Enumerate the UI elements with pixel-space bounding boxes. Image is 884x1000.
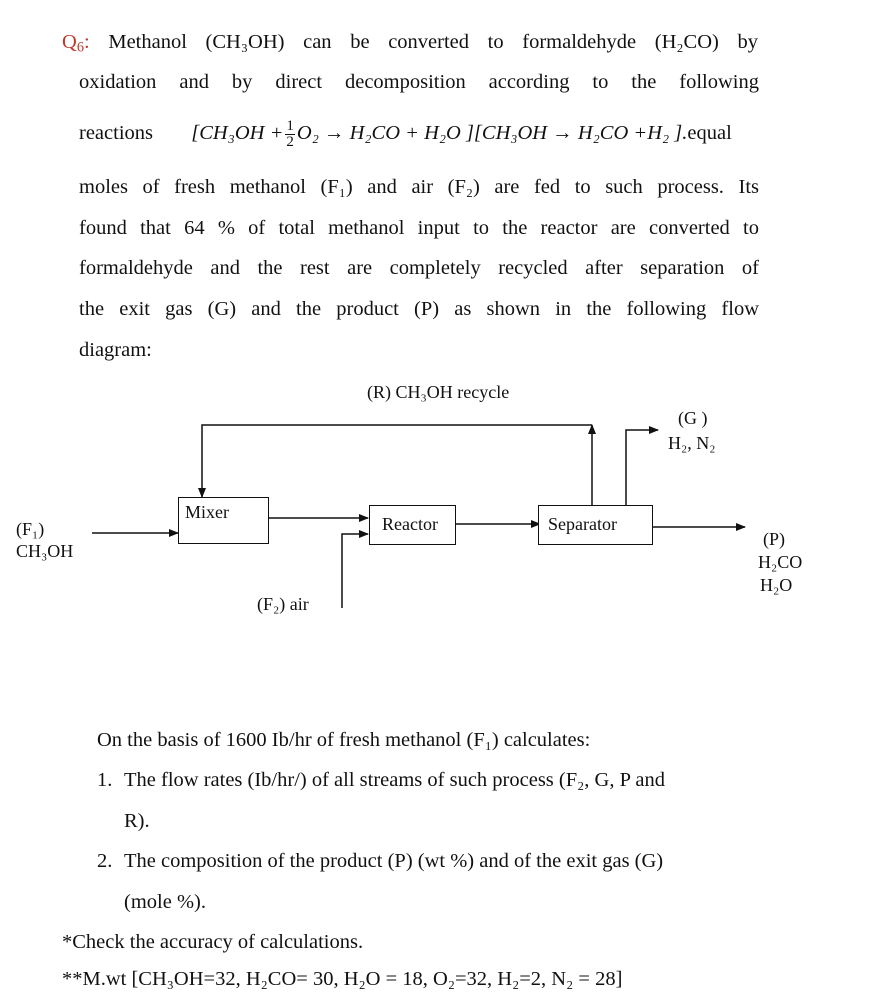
mixer-label: Mixer <box>185 502 229 522</box>
reaction-right: O₂ → H₂CO + H₂O ][CH₃OH → H₂CO +H₂ ]. <box>296 122 688 144</box>
question-line-8: diagram: <box>79 339 152 361</box>
p-species-2: H₂O <box>760 575 793 595</box>
question-line-5: found that 64 % of total methanol input to the reactor are converted to <box>79 217 759 239</box>
task-2-line-2: (mole %). <box>124 891 206 913</box>
g-species: H₂, N₂ <box>668 433 716 453</box>
p-species-1: H₂CO <box>758 552 803 572</box>
reactions-label: reactions <box>79 122 153 144</box>
separator-box <box>538 505 653 545</box>
reactor-box <box>369 505 456 545</box>
question-text-1: Methanol (CH₃OH) can be converted to formaldehyde (H₂CO) by <box>108 31 758 53</box>
half-fraction: $\frac{1}{2}$ <box>286 117 294 150</box>
question-number: $Q_6$: <box>62 31 90 56</box>
reactor-label: Reactor <box>382 514 438 534</box>
note-molecular-weights: **M.wt [CH₃OH=32, H₂CO= 30, H₂O = 18, O₂=32, H₂=2, N₂ = 28] <box>62 968 623 990</box>
recycle-label: (R) CH₃OH recycle <box>367 382 510 402</box>
task-2-line-1: The composition of the product (P) (wt %) and of the exit gas (G) <box>124 850 664 872</box>
mixer-box <box>178 497 269 544</box>
p-label: (P) <box>763 529 785 549</box>
task-1-number: 1. <box>97 769 113 791</box>
separator-label: Separator <box>548 514 617 534</box>
f1-species: CH₃OH <box>16 541 74 561</box>
recycle-loop-line <box>202 425 592 497</box>
task-1-line-1: The flow rates (Ib/hr/) of all streams of such process (F₂, G, P and <box>124 769 665 791</box>
note-accuracy: *Check the accuracy of calculations. <box>62 931 364 953</box>
stream-f2-air <box>342 534 368 608</box>
f1-label: (F₁) <box>16 519 45 539</box>
question-line-4: moles of fresh methanol (F₁) and air (F₂) are fed to such process. Its <box>79 176 759 198</box>
stream-g-gas <box>626 430 658 506</box>
question-line-6: formaldehyde and the rest are completely recycled after separation of <box>79 257 759 279</box>
task-2-number: 2. <box>97 850 113 872</box>
task-1-line-2: R). <box>124 810 150 832</box>
basis-text: On the basis of 1600 Ib/hr of fresh methanol (F₁) calculates: <box>97 729 591 751</box>
reaction-left: [CH₃OH + <box>191 122 284 144</box>
f2-label: (F₂) air <box>257 594 309 614</box>
question-line-2: oxidation and by direct decomposition according to the following <box>79 71 759 93</box>
g-label: (G ) <box>678 408 708 428</box>
question-line-7: the exit gas (G) and the product (P) as shown in the following flow <box>79 298 759 320</box>
equal-word: equal <box>687 122 732 144</box>
